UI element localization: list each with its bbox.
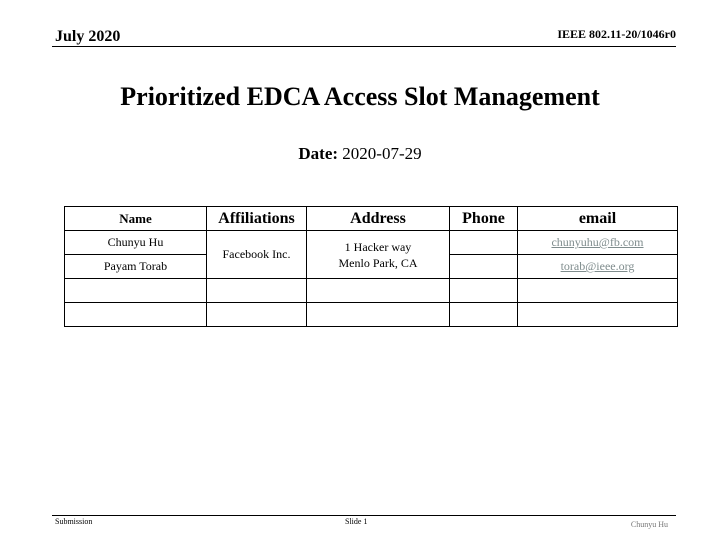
- header-divider: [52, 46, 676, 47]
- footer-divider: [52, 515, 676, 516]
- author-name: Chunyu Hu: [65, 231, 207, 255]
- author-email-cell: [518, 231, 678, 255]
- author-affiliation: Facebook Inc.: [207, 231, 307, 279]
- slide-number: Slide 1: [345, 517, 368, 526]
- date-line: [0, 144, 720, 164]
- address-line-2: Menlo Park, CA: [338, 255, 418, 270]
- author-email-cell: [518, 255, 678, 279]
- table-row-empty: [65, 279, 678, 303]
- date-value: 2020-07-29: [342, 144, 422, 163]
- address-line-1: 1 Hacker way: [344, 239, 412, 254]
- email-link[interactable]: chunyuhu@fb.com: [551, 235, 644, 249]
- col-header-name: Name: [65, 207, 207, 231]
- table-row: [65, 231, 678, 255]
- table-row-empty: [65, 303, 678, 327]
- author-address: [307, 231, 450, 279]
- document-number: IEEE 802.11-20/1046r0: [557, 27, 676, 41]
- table-header-row: [65, 207, 678, 231]
- col-header-affiliations: Affiliations: [207, 207, 307, 231]
- author-name: Payam Torab: [65, 255, 207, 279]
- email-link[interactable]: torab@ieee.org: [560, 259, 635, 273]
- header-date: July 2020: [55, 28, 121, 45]
- slide-title: Prioritized EDCA Access Slot Management: [120, 82, 600, 111]
- authors-table: [64, 206, 678, 327]
- col-header-phone: Phone: [450, 207, 518, 231]
- author-phone: [450, 255, 518, 279]
- footer-author: Chunyu Hu: [630, 520, 668, 529]
- date-label: Date:: [298, 144, 339, 163]
- footer-submission: Submission: [55, 517, 93, 526]
- author-phone: [450, 231, 518, 255]
- col-header-email: email: [518, 207, 678, 231]
- col-header-address: Address: [307, 207, 450, 231]
